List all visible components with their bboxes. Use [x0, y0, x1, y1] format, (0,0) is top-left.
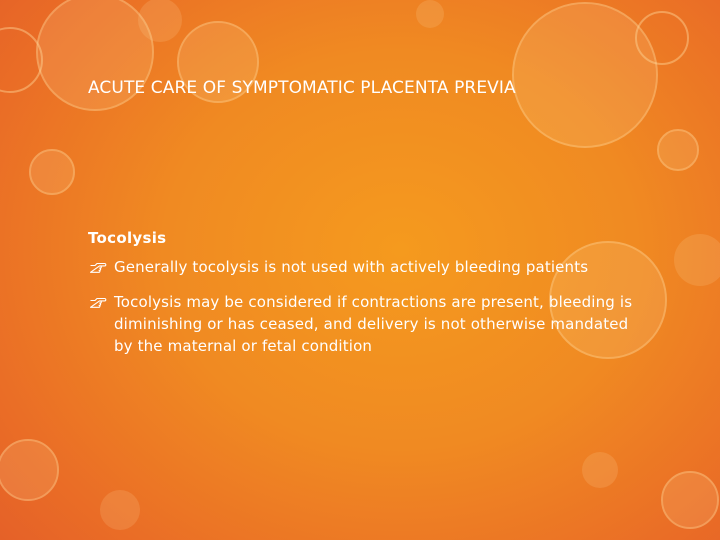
bullet-list [88, 256, 648, 357]
pointing-hand-icon [89, 296, 107, 309]
bullet-item [88, 291, 648, 357]
bullet-text: Generally tocolysis is not used with actively bleeding patients [114, 258, 589, 276]
slide-title: ACUTE CARE OF SYMPTOMATIC PLACENTA PREVIA [88, 78, 516, 98]
bullet-item [88, 256, 648, 278]
section-heading: Tocolysis [88, 229, 167, 247]
bullet-text: Tocolysis may be considered if contractions are present, bleeding is diminishing or has ceased, and delivery is not otherwise mandated by the maternal or fetal condition [114, 293, 633, 355]
pointing-hand-icon [89, 261, 107, 274]
slide-content [88, 229, 648, 370]
